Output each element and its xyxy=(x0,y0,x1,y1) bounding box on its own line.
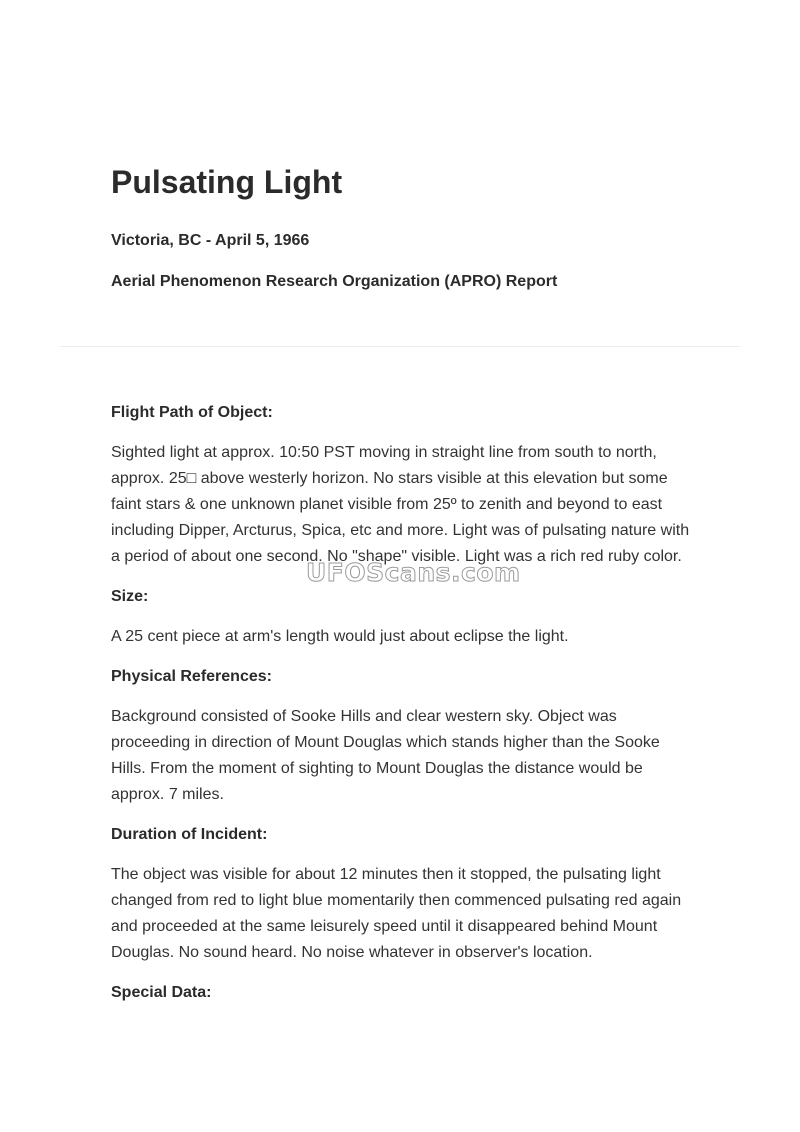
section-text-size: A 25 cent piece at arm's length would just about eclipse the light. xyxy=(111,628,569,645)
report-source: Aerial Phenomenon Research Organization (APRO) Report xyxy=(111,273,558,290)
report-body xyxy=(111,400,691,1020)
section-heading-duration: Duration of Incident: xyxy=(111,826,268,843)
section-text-duration: The object was visible for about 12 minutes then it stopped, the pulsating light changed from red to light blue momentarily then commenced pulsating red again and proceeded at the same leisurely speed until it disappeared behind Mount Douglas. No sound heard. No noise whatever in observer's location. xyxy=(111,866,682,961)
section-text-flight-path: Sighted light at approx. 10:50 PST moving in straight line from south to north, approx. 25□ above westerly horizon. No stars visible at this elevation but some faint stars & one unknown planet visible from 25º to zenith and beyond to east including Dipper, Arcturus, Spica, etc and more. Light was of pulsating nature with a period of about one second. No "shape" visible. Light was a rich red ruby color. xyxy=(111,444,690,565)
section-heading-flight-path: Flight Path of Object: xyxy=(111,404,273,421)
watermark: UFOScans.com xyxy=(306,558,521,587)
location-date: Victoria, BC - April 5, 1966 xyxy=(111,232,310,249)
page-title: Pulsating Light xyxy=(111,164,343,200)
section-text-physical-references: Background consisted of Sooke Hills and clear western sky. Object was proceeding in direction of Mount Douglas which stands higher than the Sooke Hills. From the moment of sighting to Mount Douglas the distance would be approx. 7 miles. xyxy=(111,708,660,803)
header-divider xyxy=(60,346,740,347)
section-heading-physical-references: Physical References: xyxy=(111,668,272,685)
section-heading-size: Size: xyxy=(111,588,149,605)
section-heading-special-data: Special Data: xyxy=(111,984,212,1001)
